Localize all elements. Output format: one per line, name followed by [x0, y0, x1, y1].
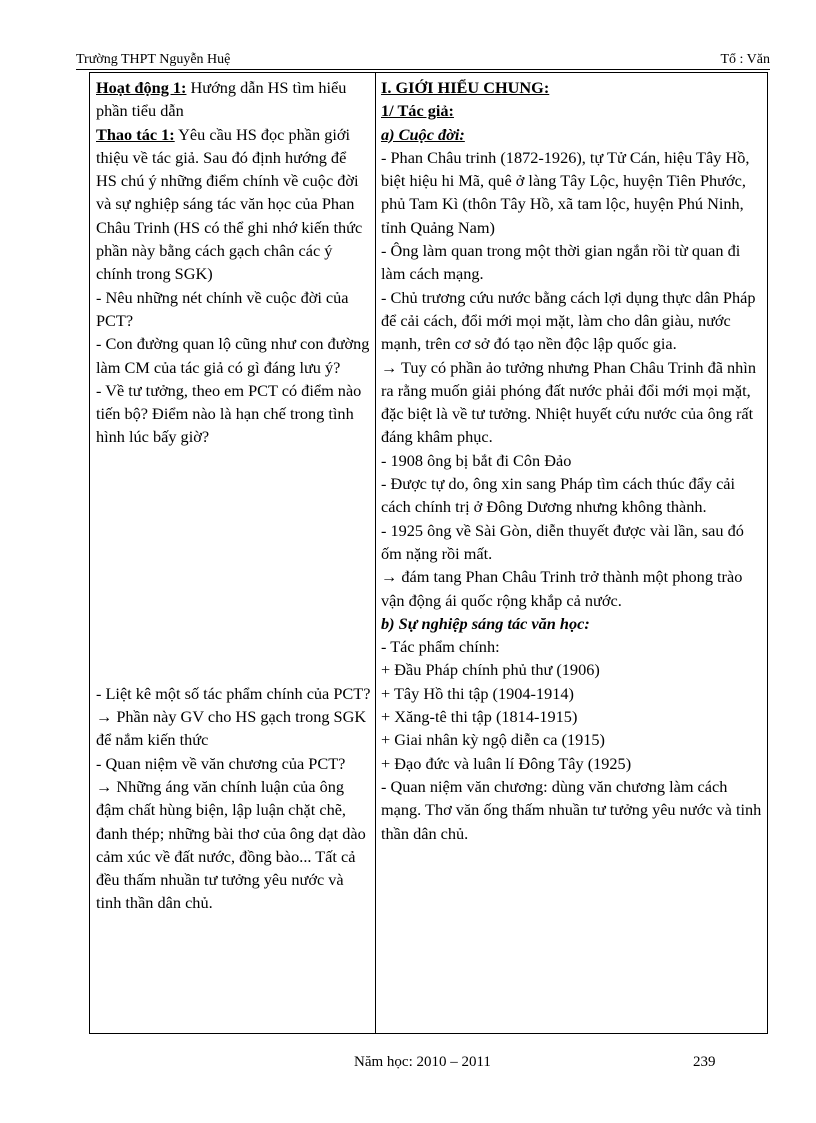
- lesson-table: [89, 72, 768, 1034]
- content-column: [381, 76, 764, 845]
- activity-1-text: Hướng dẫn HS tìm hiểu phần tiểu dẫn: [96, 78, 347, 121]
- bio-assessment: → Tuy có phần ảo tưởng nhưng Phan Châu Trinh đã nhìn ra rằng muốn giải phóng đất nước phải đổi mới mọi mặt, đặc biệt là về tư tưởng. Nhiệt huyết cứu nước của ông rất đáng khâm phục.: [381, 357, 756, 447]
- question-ideology: - Về tư tưởng, theo em PCT có điểm nào tiến bộ? Điểm nào là hạn chế trong tình hình lúc bấy giờ?: [96, 380, 362, 447]
- operation-1-text: Yêu cầu HS đọc phần giới thiệu về tác giả. Sau đó định hướng để HS chú ý những điểm chính về cuộc đời và sự nghiệp sáng tác văn học của Phan Châu Trinh (HS có thể ghi nhớ kiến thức phần này bằng cách gạch chân các ý chính trong SGK): [96, 124, 363, 284]
- operation-1: [96, 123, 371, 286]
- activities-column: [96, 76, 371, 915]
- page-header-school: Trường THPT Nguyễn Huệ: [76, 52, 231, 67]
- footer-school-year: Năm học: 2010 – 2011: [354, 1054, 491, 1070]
- bio-official: - Ông làm quan trong một thời gian ngắn rồi từ quan đi làm cách mạng.: [381, 241, 741, 284]
- activity-1-label: Hoạt động 1:: [96, 78, 187, 97]
- bio-paragraph: - Phan Châu trinh (1872-1926), tự Tử Cán, hiệu Tây Hồ, biệt hiệu hi Mã, quê ở làng Tây Lộc, huyện Tiên Phước, phủ Tam Kì (thôn Tây Hồ, xã tam lộc, huyện Phú Ninh, tỉnh Quảng Nam): [381, 147, 750, 237]
- bio-1908: - 1908 ông bị bắt đi Côn Đảo: [381, 450, 572, 470]
- bio-funeral: → đám tang Phan Châu Trinh trở thành một phong trào vận động ái quốc rộng khắp cả nước.: [381, 567, 743, 610]
- subsection-works: b) Sự nghiệp sáng tác văn học:: [381, 613, 590, 633]
- question-works: - Liệt kê một số tác phẩm chính của PCT?: [96, 683, 371, 703]
- bio-france: - Được tự do, ông xin sang Pháp tìm cách thúc đẩy cải cách chính trị ở Đông Dương nhưng không thành.: [381, 474, 736, 517]
- section-title: I. GIỚI HIỂU CHUNG:: [381, 78, 550, 97]
- work-item: + Đầu Pháp chính phủ thư (1906): [381, 660, 600, 680]
- activity-1: [96, 76, 371, 123]
- bio-policy: - Chủ trương cứu nước bằng cách lợi dụng thực dân Pháp để cải cách, đổi mới mọi mặt, làm cho dân giàu, nước mạnh, trên cơ sở đó tạo nền độc lập quốc gia.: [381, 287, 756, 354]
- answer-literary-view: → Những áng văn chính luận của ông đậm chất hùng biện, lập luận chặt chẽ, đanh thép; những bài thơ của ông dạt dào cảm xúc về đất nước, đồng bào... Tất cả đều thấm nhuần tư tưởng yêu nước và tinh thần dân chủ.: [96, 776, 366, 913]
- column-divider: [375, 73, 376, 1033]
- subsection-life: a) Cuộc đời:: [381, 124, 465, 144]
- works-heading: - Tác phẩm chính:: [381, 637, 500, 657]
- work-item: + Đạo đức và luân lí Đông Tây (1925): [381, 753, 632, 773]
- operation-1-label: Thao tác 1:: [96, 124, 175, 144]
- teacher-note-works: → Phần này GV cho HS gạch trong SGK để nắm kiến thức: [96, 707, 367, 750]
- footer-page-number: 239: [693, 1054, 716, 1070]
- literary-view-paragraph: - Quan niệm văn chương: dùng văn chương làm cách mạng. Thơ văn ống thấm nhuần tư tưởng yêu nước và tinh thần dân chủ.: [381, 776, 762, 843]
- question-literary-view: - Quan niệm về văn chương của PCT?: [96, 753, 346, 773]
- subsection-author: 1/ Tác giả:: [381, 101, 454, 121]
- bio-1925: - 1925 ông về Sài Gòn, diễn thuyết được vài lần, sau đó ốm nặng rồi mất.: [381, 520, 744, 563]
- question-career: - Con đường quan lộ cũng như con đường làm CM của tác giả có gì đáng lưu ý?: [96, 334, 370, 377]
- question-life: - Nêu những nét chính về cuộc đời của PCT?: [96, 287, 349, 330]
- work-item: + Giai nhân kỳ ngộ diễn ca (1915): [381, 730, 605, 750]
- work-item: + Xăng-tê thi tập (1814-1915): [381, 707, 578, 727]
- work-item: + Tây Hồ thi tập (1904-1914): [381, 683, 574, 703]
- page-header-department: Tổ : Văn: [720, 52, 770, 67]
- header-rule: [76, 69, 770, 70]
